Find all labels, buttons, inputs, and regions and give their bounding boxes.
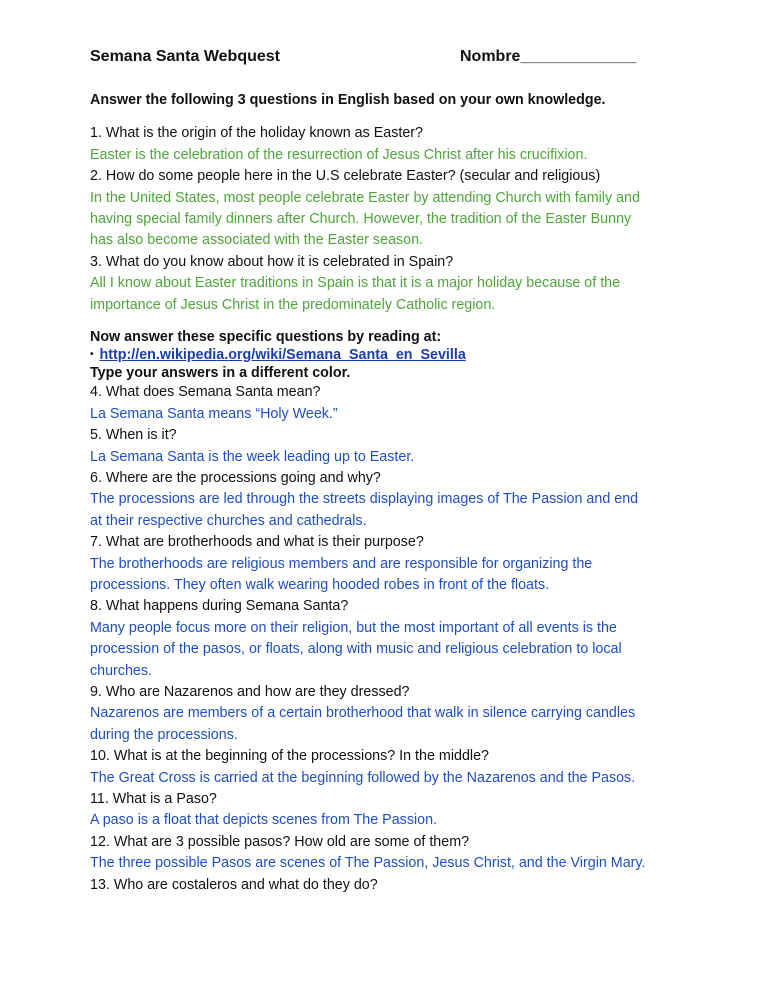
question-12: 12. What are 3 possible pasos? How old are some of them? (90, 833, 470, 850)
answer-9-line-1: Nazarenos are members of a certain brotherhood that walk in silence carrying candles (90, 705, 636, 722)
title-row (90, 46, 690, 70)
question-8: 8. What happens during Semana Santa? (90, 598, 349, 615)
question-3: 3. What do you know about how it is celebrated in Spain? (90, 253, 454, 270)
wikipedia-link[interactable]: http://en.wikipedia.org/wiki/Semana_Santa_en_Sevilla (99, 347, 466, 364)
answer-3-line-2: importance of Jesus Christ in the predominately Catholic region. (90, 296, 496, 313)
page-title: Semana Santa Webquest (90, 48, 280, 65)
answer-2-line-3: has also become associated with the Easter season. (90, 232, 423, 249)
answer-10-line-1: The Great Cross is carried at the beginning followed by the Nazarenos and the Pasos. (90, 769, 636, 786)
part2-header (90, 328, 690, 382)
part2-questions (90, 382, 690, 896)
part2-instruction: Now answer these specific questions by reading at: (90, 329, 442, 346)
question-1: 1. What is the origin of the holiday known as Easter? (90, 125, 423, 142)
answer-3-line-1: All I know about Easter traditions in Spain is that it is a major holiday because of the (90, 275, 621, 292)
question-11: 11. What is a Paso? (90, 791, 217, 807)
question-9: 9. Who are Nazarenos and how are they dressed? (90, 683, 410, 700)
answer-1-line-1: Easter is the celebration of the resurrection of Jesus Christ after his crucifixion. (90, 146, 588, 163)
question-5: 5. When is it? (90, 427, 177, 444)
question-6: 6. Where are the processions going and why? (90, 469, 381, 486)
answer-6-line-1: The processions are led through the streets displaying images of The Passion and end (90, 491, 639, 508)
question-2: 2. How do some people here in the U.S celebrate Easter? (secular and religious) (90, 168, 601, 185)
answer-7-line-2: processions. They often walk wearing hooded robes in front of the floats. (90, 576, 550, 593)
answer-11-line-1: A paso is a float that depicts scenes from The Passion. (90, 812, 438, 829)
answer-5-line-1: La Semana Santa is the week leading up to Easter. (90, 448, 415, 465)
part1-questions (90, 123, 690, 316)
answer-9-line-2: during the processions. (90, 726, 238, 743)
document-page (90, 46, 690, 896)
bullet-icon: • (90, 349, 94, 361)
answer-2-line-2: having special family dinners after Church. However, the tradition of the Easter Bunny (90, 211, 632, 228)
answer-7-line-1: The brotherhoods are religious members and are responsible for organizing the (90, 555, 593, 572)
link-list-item (90, 346, 690, 364)
answer-12-line-1: The three possible Pasos are scenes of The Passion, Jesus Christ, and the Virgin Mary. (90, 855, 646, 872)
answer-8-line-2: procession of the pasos, or floats, along with music and religious celebration to local (90, 641, 622, 658)
question-4: 4. What does Semana Santa mean? (90, 384, 321, 401)
answer-8-line-3: churches. (90, 662, 152, 679)
question-7: 7. What are brotherhoods and what is their purpose? (90, 534, 424, 551)
question-10: 10. What is at the beginning of the processions? In the middle? (90, 748, 489, 765)
question-13: 13. Who are costaleros and what do they do? (90, 876, 378, 893)
part1-instruction: Answer the following 3 questions in English based on your own knowledge. (90, 92, 606, 108)
color-instruction: Type your answers in a different color. (90, 365, 351, 382)
answer-2-line-1: In the United States, most people celebrate Easter by attending Church with family and (90, 189, 640, 206)
answer-4-line-1: La Semana Santa means “Holy Week.” (90, 405, 338, 422)
answer-8-line-1: Many people focus more on their religion, but the most important of all events is the (90, 619, 617, 636)
name-field: Nombre_____________ (460, 48, 637, 65)
answer-6-line-2: at their respective churches and cathedrals. (90, 512, 367, 529)
